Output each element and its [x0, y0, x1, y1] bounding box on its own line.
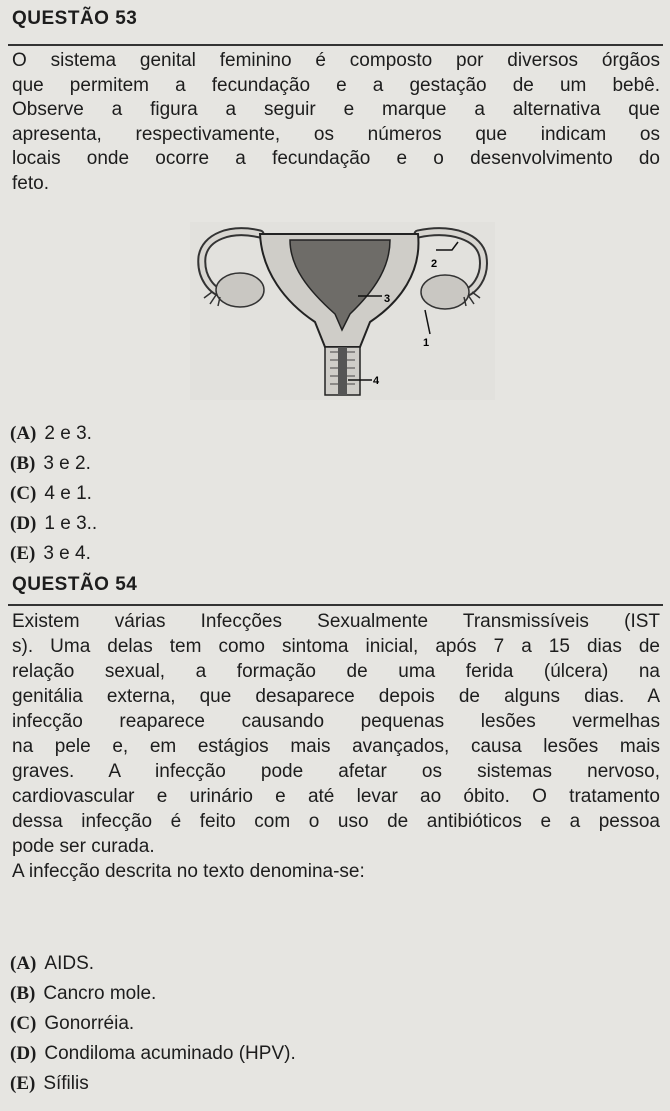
figure-label-4: 4 — [373, 375, 380, 387]
option-text: 3 e 2. — [43, 453, 91, 474]
option-e[interactable] — [10, 1073, 89, 1095]
option-text: Condiloma acuminado (HPV). — [44, 1043, 296, 1064]
option-letter: (E) — [10, 1073, 36, 1094]
divider — [8, 604, 663, 606]
option-text: 4 e 1. — [44, 483, 92, 504]
option-text: Sífilis — [43, 1073, 89, 1094]
text-line: dessa infecção é feito com o uso de antibióticos e a pessoa — [12, 811, 660, 832]
option-letter: (A) — [10, 953, 37, 974]
option-text: 1 e 3.. — [44, 513, 98, 534]
option-letter: (B) — [10, 453, 36, 474]
text-line: que permitem a fecundação e a gestação de um bebê. — [12, 74, 660, 96]
option-text: 2 e 3. — [44, 423, 92, 444]
text-line: na pele e, em estágios mais avançados, causa lesões mais — [12, 736, 660, 757]
text-line: Existem várias Infecções Sexualmente Transmissíveis (IST — [12, 611, 660, 632]
option-letter: (E) — [10, 543, 36, 564]
option-letter: (A) — [10, 423, 37, 444]
option-c[interactable] — [10, 483, 92, 505]
text-line: apresenta, respectivamente, os números que indicam os — [12, 123, 660, 145]
text-line: locais onde ocorre a fecundação e o desenvolvimento do — [12, 148, 660, 169]
option-b[interactable] — [10, 983, 156, 1005]
option-e[interactable] — [10, 543, 91, 565]
option-text: Gonorréia. — [44, 1013, 135, 1034]
question-53-title: QUESTÃO 53 — [12, 8, 138, 29]
text-line: O sistema genital feminino é composto por diversos órgãos — [12, 50, 660, 71]
option-a[interactable] — [10, 953, 94, 975]
figure-label-3: 3 — [384, 293, 391, 305]
question-54-prompt: A infecção descrita no texto denomina-se: — [12, 861, 365, 882]
option-text: Cancro mole. — [43, 983, 157, 1004]
option-text: 3 e 4. — [43, 543, 91, 564]
figure-label-2: 2 — [431, 258, 438, 270]
option-letter: (C) — [10, 1013, 37, 1034]
option-letter: (D) — [10, 513, 37, 534]
question-53-text — [12, 49, 660, 196]
text-line: feto. — [12, 172, 49, 194]
option-letter: (B) — [10, 983, 36, 1004]
text-line: graves. A infecção pode afetar os sistemas nervoso, — [12, 761, 660, 782]
text-line: pode ser curada. — [12, 836, 155, 857]
text-line: cardiovascular e urinário e até levar ao óbito. O tratamento — [12, 786, 660, 807]
text-line: infecção reaparece causando pequenas lesões vermelhas — [12, 711, 660, 732]
text-line: s). Uma delas tem como sintoma inicial, após 7 a 15 dias de — [12, 636, 660, 657]
uterus-diagram — [190, 222, 495, 400]
text-line: genitália externa, que desaparece depois de alguns dias. A — [12, 686, 660, 707]
figure-label-1: 1 — [423, 337, 430, 349]
option-d[interactable] — [10, 513, 97, 535]
question-54-title: QUESTÃO 54 — [12, 574, 138, 595]
question-54-text — [12, 609, 660, 884]
text-line: relação sexual, a formação de uma ferida (úlcera) na — [12, 661, 660, 682]
divider — [8, 44, 663, 46]
option-text: AIDS. — [44, 953, 95, 974]
option-d[interactable] — [10, 1043, 296, 1065]
option-a[interactable] — [10, 423, 92, 445]
option-b[interactable] — [10, 453, 91, 475]
option-letter: (C) — [10, 483, 37, 504]
option-letter: (D) — [10, 1043, 37, 1064]
text-line: Observe a figura a seguir e marque a alternativa que — [12, 99, 660, 120]
option-c[interactable] — [10, 1013, 134, 1035]
